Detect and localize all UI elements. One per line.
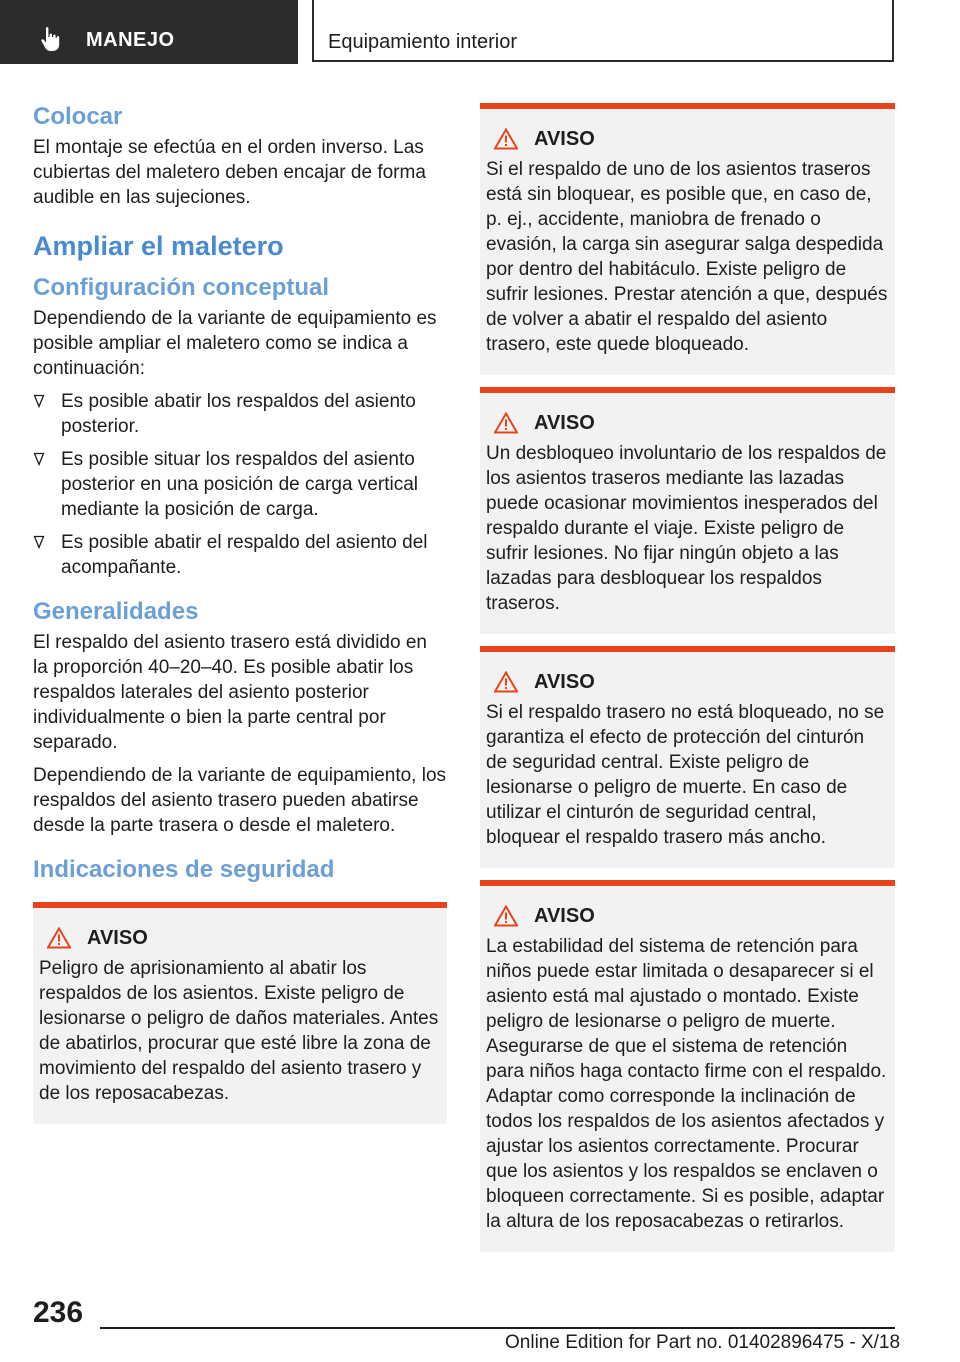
section-tab[interactable]	[0, 0, 298, 64]
colocar-heading: Colocar	[33, 103, 123, 130]
warning-triangle-icon	[494, 671, 518, 693]
warning-title: AVISO	[534, 670, 595, 693]
warning-triangle-icon	[494, 905, 518, 927]
warning-text: Si el respaldo trasero no está bloqueado, no se garantiza el efecto de protección del cinturón de seguridad central. Existe peligro de lesionarse o peligro de muerte. En caso de utilizar el cinturón de seguridad central, bloquear el respaldo trasero más ancho.	[486, 702, 885, 848]
colocar-text: El montaje se efectúa en el orden inverso. Las cubiertas del maletero deben encajar de forma audible en las sujeciones.	[33, 137, 426, 208]
warning-box	[480, 387, 895, 634]
warning-box	[480, 880, 895, 1252]
triangle-bullet-icon	[33, 394, 45, 408]
warning-title: AVISO	[534, 904, 595, 927]
edition-text: Online Edition for Part no. 01402896475 - X/18	[505, 1332, 901, 1353]
warning-text: La estabilidad del sistema de retención para niños puede estar limitada o desaparecer si el asiento está mal ajustado o montado. Existe peligro de lesionarse o peligro de muerte. Asegurarse de que el sistema de retención para niños haga contacto firme con el respaldo. Adaptar como corresponde la inclinación de todos los respaldos de los asientos afectados y ajustar los asientos correctamente. Procurar que los asientos y los respaldos se enclaven o bloqueen correctamente. Si es posible, adaptar la altura de los reposacabezas o retirarlos.	[486, 936, 887, 1232]
warning-triangle-icon	[47, 927, 71, 949]
chapter-title: Equipamiento interior	[328, 31, 517, 53]
config-text: Dependiendo de la variante de equipamiento es posible ampliar el maletero como se indica a continuación:	[33, 308, 437, 379]
config-heading: Configuración conceptual	[33, 274, 330, 301]
list-item: Es posible abatir los respaldos del asiento posterior.	[33, 389, 447, 439]
ampliar-heading: Ampliar el maletero	[33, 231, 284, 261]
generalidades-paragraph-2: Dependiendo de la variante de equipamiento, los respaldos del asiento trasero pueden abatirse desde la parte trasera o desde el maletero.	[33, 765, 447, 836]
warning-title: AVISO	[534, 411, 595, 434]
warning-title: AVISO	[534, 127, 595, 150]
warning-box	[33, 902, 447, 1124]
list-item: Es posible abatir el respaldo del asiento del acompañante.	[33, 530, 447, 580]
footer-divider	[100, 1327, 895, 1329]
warning-text: Si el respaldo de uno de los asientos traseros está sin bloquear, es posible que, en caso de, p. ej., accidente, maniobra de frenado o evasión, la carga sin asegurar salga despedida por dentro del habitáculo. Existe peligro de sufrir lesiones. Prestar atención a que, después de volver a abatir el respaldo del asiento trasero, este quede bloqueado.	[486, 159, 888, 355]
section-name: MANEJO	[86, 29, 175, 51]
warning-box	[480, 646, 895, 868]
warning-box	[480, 103, 895, 375]
generalidades-paragraph-1: El respaldo del asiento trasero está dividido en la proporción 40–20–40. Es posible abatir los respaldos laterales del asiento posterior individualmente o bien la parte central por separado.	[33, 632, 427, 753]
chapter-header	[312, 0, 894, 62]
config-list	[33, 389, 447, 580]
seguridad-heading: Indicaciones de seguridad	[33, 856, 335, 883]
triangle-bullet-icon	[33, 535, 45, 549]
warning-title: AVISO	[87, 926, 148, 949]
generalidades-heading: Generalidades	[33, 598, 199, 625]
warning-text: Un desbloqueo involuntario de los respaldos de los asientos traseros mediante las lazadas puede ocasionar movimientos inesperados del respaldo durante el viaje. Existe peligro de sufrir lesiones. No fijar ningún objeto a las lazadas para desbloquear los respaldos traseros.	[486, 443, 887, 614]
right-column	[480, 103, 895, 1252]
warning-triangle-icon	[494, 128, 518, 150]
left-column	[33, 103, 447, 1124]
warning-triangle-icon	[494, 412, 518, 434]
warning-text: Peligro de aprisionamiento al abatir los respaldos de los asientos. Existe peligro de lesionarse o peligro de daños materiales. Antes de abatirlos, procurar que esté libre la zona de movimiento del respaldo del asiento trasero y de los reposacabezas.	[39, 958, 439, 1104]
hand-pointer-icon	[40, 26, 64, 52]
triangle-bullet-icon	[33, 452, 45, 466]
list-item: Es posible situar los respaldos del asiento posterior en una posición de carga vertical mediante la posición de carga.	[33, 447, 447, 522]
page-number: 236	[33, 1296, 84, 1329]
